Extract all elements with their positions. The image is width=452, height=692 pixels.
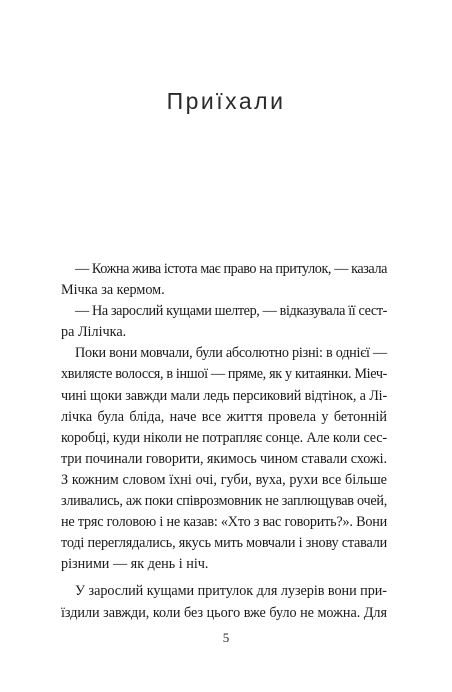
paragraph <box>61 259 387 301</box>
text-line: — Кожна жива істота має право на притулок, — казала <box>75 261 387 277</box>
text-line: три починали говорити, якимось чином ставали схожі. <box>61 450 387 467</box>
paragraph <box>61 301 387 343</box>
text-line: У зарослий кущами притулок для лузерів вони при- <box>75 583 387 600</box>
text-line: зливались, аж поки співрозмовник не заплющував очей, <box>61 493 388 510</box>
paragraph <box>61 581 387 623</box>
text-line: лічка була бліда, наче все життя провела у бетонній <box>61 408 387 425</box>
text-line: чині щоки завжди мали ледь персиковий відтінок, а Лі- <box>61 387 388 404</box>
text-line: тоді переглядались, якусь мить мовчали і знову ставали <box>61 535 387 552</box>
chapter-title: Приїхали <box>166 88 286 114</box>
text-line: коробці, куди ніколи не потрапляє сонце. Але коли сес- <box>61 429 387 446</box>
page-number: 5 <box>222 630 230 645</box>
body-text <box>61 259 387 624</box>
text-line: різними — як день і ніч. <box>61 556 209 573</box>
text-line: — На зарослий кущами шелтер, — відказувала її сест- <box>75 303 388 320</box>
text-line: хвилясте волосся, в іншої — пряме, як у китаянки. Міеч- <box>61 366 387 383</box>
text-line: З кожним словом їхні очі, губи, вуха, рухи все більше <box>61 471 387 488</box>
text-line: ра Лілічка. <box>61 324 127 341</box>
paragraph <box>61 343 387 575</box>
text-line: їздили завжди, коли без цього вже було не можна. Для <box>61 604 387 621</box>
text-line: не тряс головою і не казав: «Хто з вас говорить?». Вони <box>61 514 388 531</box>
text-line: Мічка за кермом. <box>61 282 165 299</box>
text-line: Поки вони мовчали, були абсолютно різні: в однієї — <box>75 345 387 362</box>
